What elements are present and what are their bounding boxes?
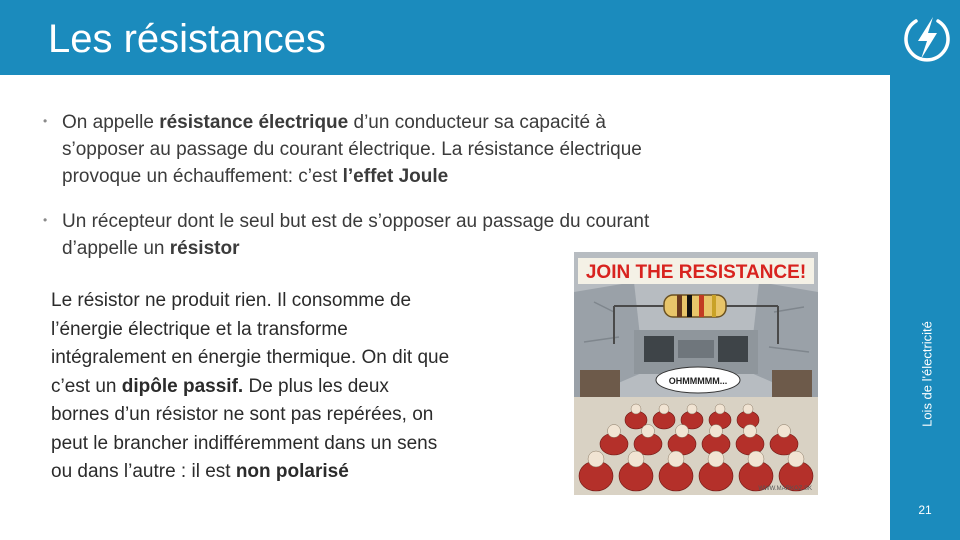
- desc-line: l’énergie électrique et la transforme: [51, 318, 348, 340]
- text-run: d’appelle un: [62, 238, 170, 259]
- bullet-line: [43, 108, 823, 136]
- emphasis-term: l’effet Joule: [342, 166, 449, 187]
- emphasis-term: résistor: [169, 238, 240, 259]
- text-run: c’est un: [51, 375, 122, 397]
- bullet-line: [43, 207, 843, 235]
- cartoon-banner-text: JOIN THE RESISTANCE!: [585, 262, 807, 283]
- side-bar: [890, 0, 960, 540]
- lightning-bolt-icon: [900, 11, 954, 65]
- emphasis-term: non polarisé: [235, 461, 349, 482]
- text-run: De plus les deux: [243, 375, 389, 397]
- bullet-dot: •: [43, 213, 48, 227]
- desc-line: intégralement en énergie thermique. On dit que: [51, 347, 450, 368]
- cartoon-speech-text: OHMMMMM...: [668, 376, 728, 386]
- emphasis-term: dipôle passif.: [121, 375, 244, 397]
- desc-line: [51, 373, 571, 402]
- section-label: Lois de l'électricité: [919, 321, 935, 427]
- text-run: provoque un échauffement: c’est: [62, 166, 343, 187]
- bullet-line: s’opposer au passage du courant électrique. La résistance électrique: [62, 139, 642, 160]
- bullet-resistance-definition: [43, 108, 823, 190]
- bullet-line: [43, 163, 823, 190]
- desc-line: peut le brancher indifféremment dans un sens: [51, 432, 438, 454]
- desc-line: [51, 458, 571, 487]
- text-run: Un récepteur dont le seul but est de s’opposer au passage du courant: [62, 211, 650, 232]
- text-run: d’un conducteur sa capacité à: [348, 112, 606, 133]
- slide-title: Les résistances: [48, 17, 326, 61]
- desc-line: bornes d’un résistor ne sont pas repérées, on: [51, 404, 434, 425]
- emphasis-term: résistance électrique: [159, 112, 349, 133]
- text-run: On appelle: [62, 112, 160, 133]
- cartoon-signature: WWW.MARKOZ.SK: [758, 486, 812, 492]
- desc-line: Le résistor ne produit rien. Il consomme de: [51, 290, 412, 311]
- page-number: 21: [918, 503, 932, 517]
- resistor-description: [51, 287, 571, 487]
- resistance-cartoon-image: [574, 252, 818, 495]
- text-run: ou dans l’autre : il est: [51, 461, 236, 482]
- bullet-dot: •: [43, 114, 48, 128]
